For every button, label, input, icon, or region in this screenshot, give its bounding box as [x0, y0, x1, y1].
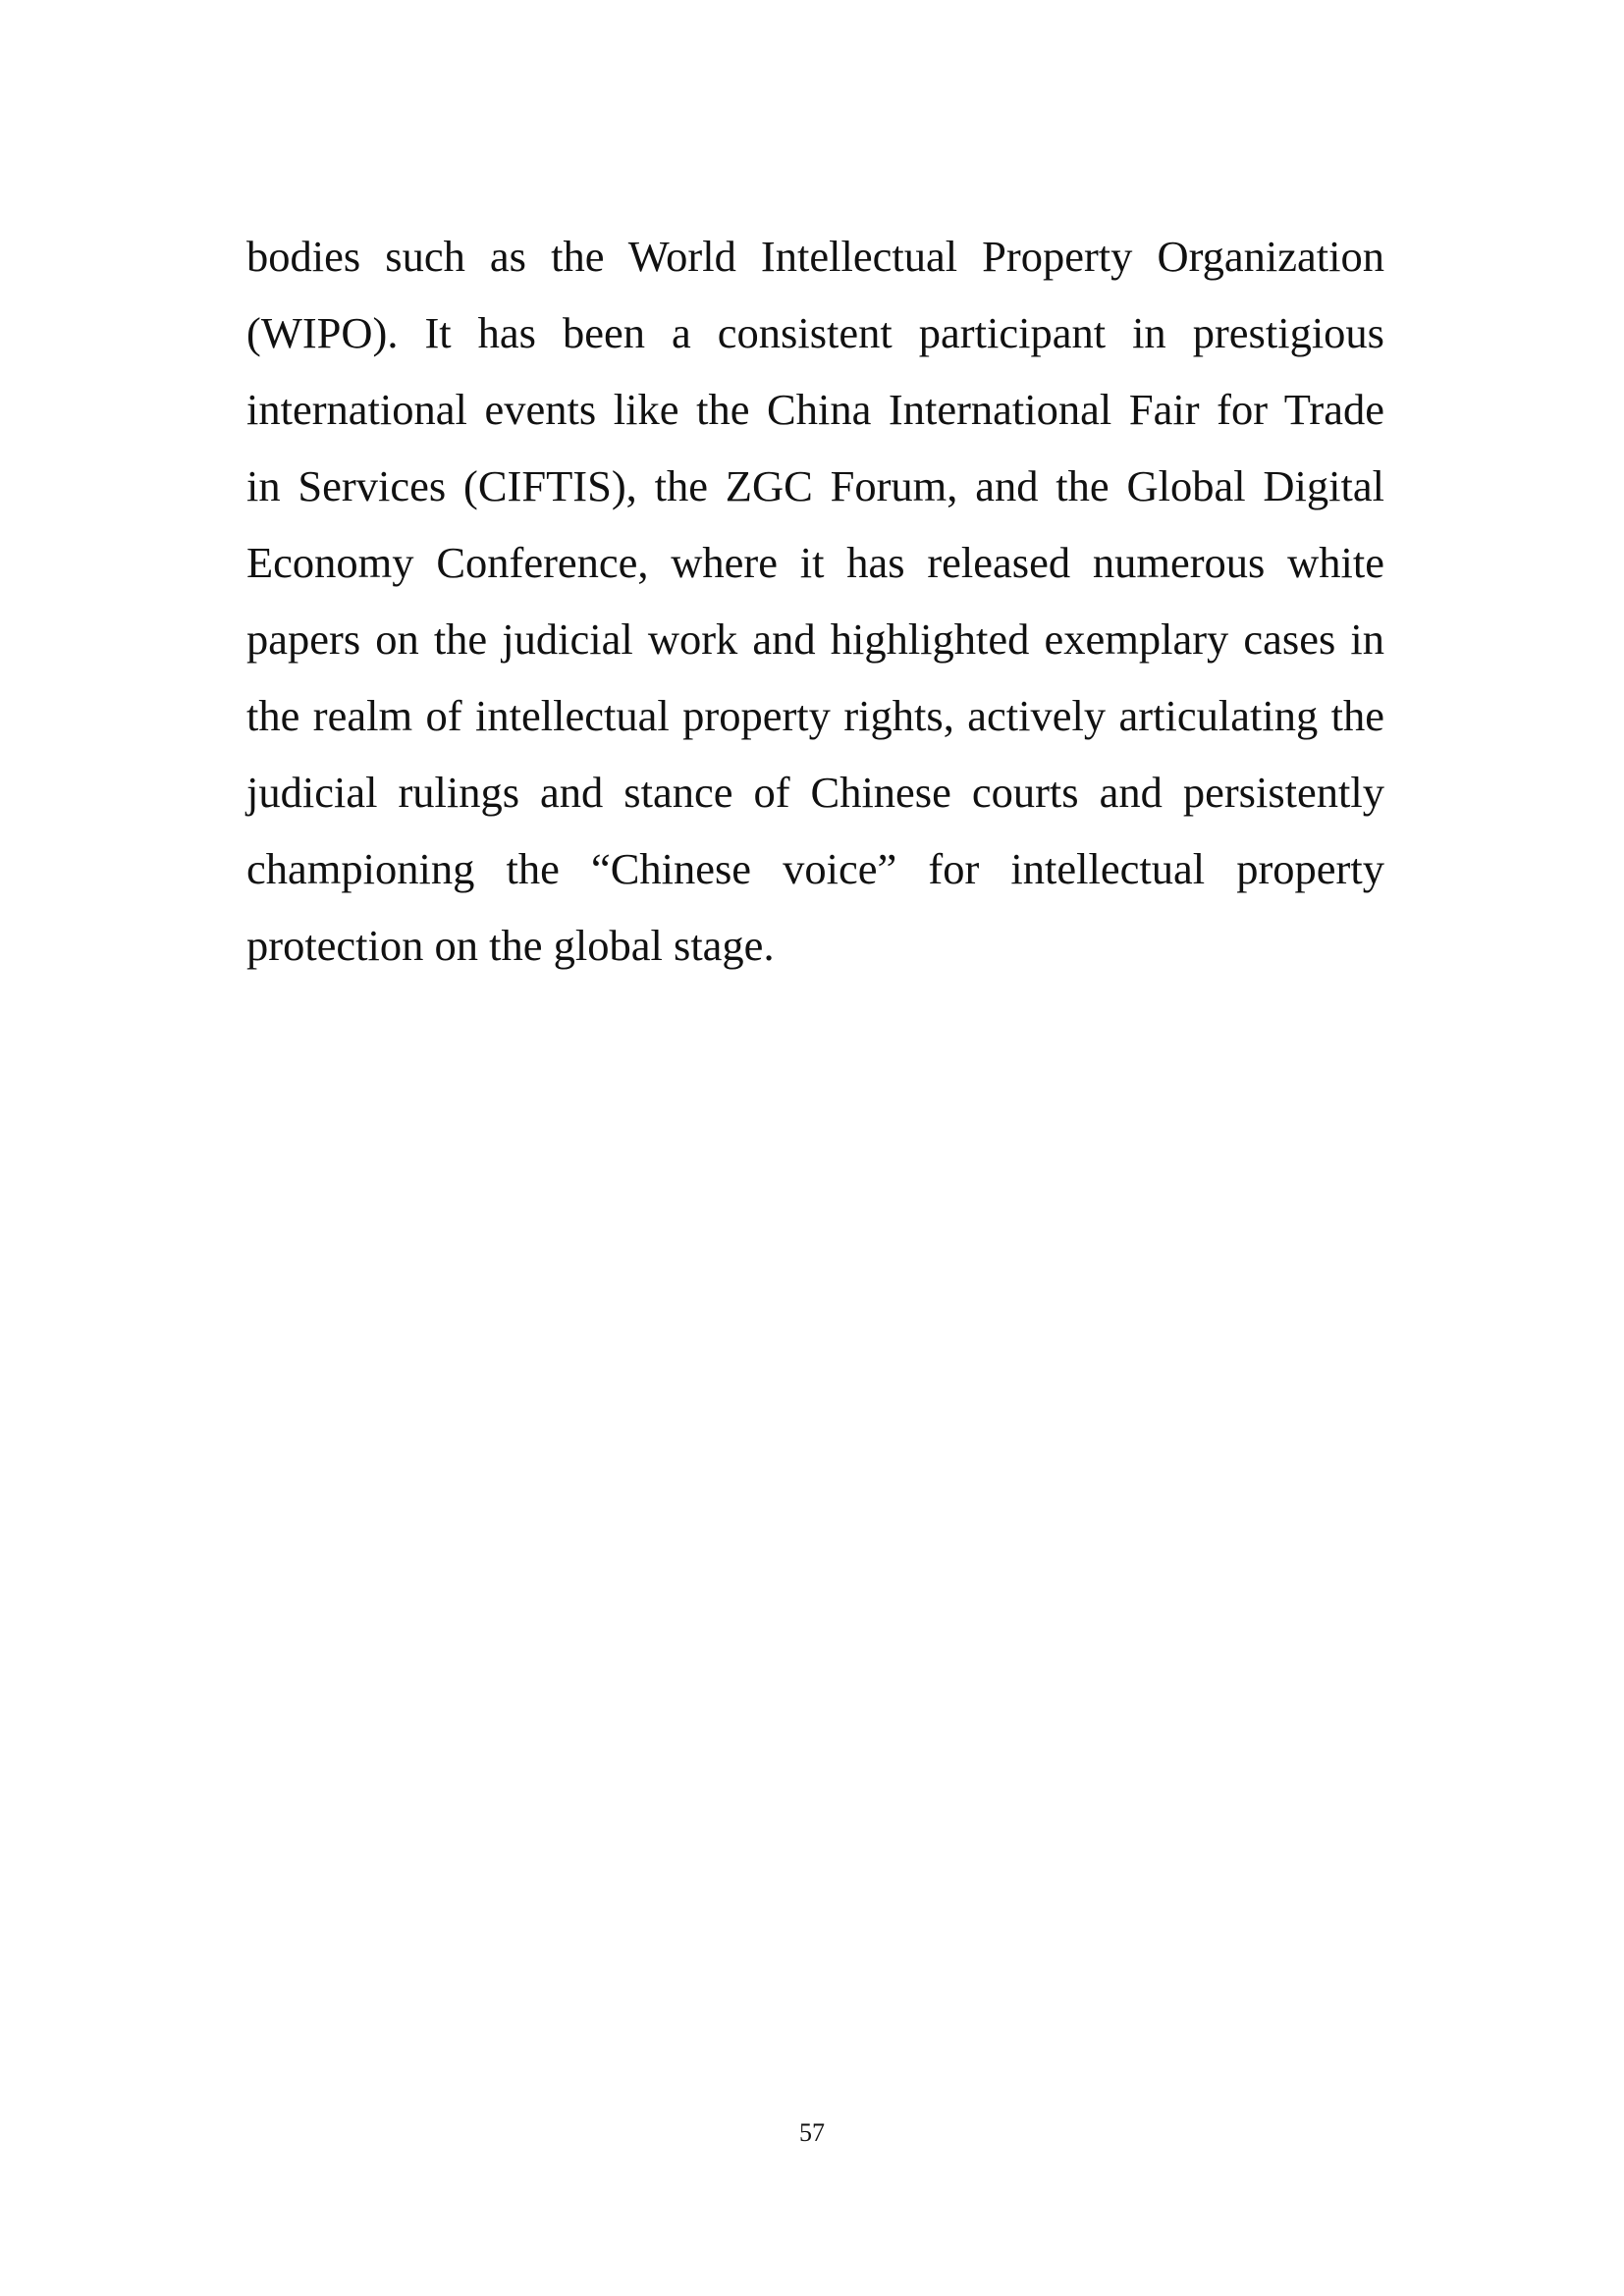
paragraph-line: Economy Conference, where it has released numerous white — [246, 538, 1384, 587]
paragraph-line: (WIPO). It has been a consistent participant in prestigious — [246, 308, 1384, 357]
paragraph-line: bodies such as the World Intellectual Property Organization — [246, 232, 1384, 281]
paragraph-line: international events like the China International Fair for Trade — [246, 385, 1384, 434]
page-number: 57 — [799, 2118, 825, 2147]
paragraph-line: protection on the global stage. — [246, 921, 775, 970]
paragraph-line: judicial rulings and stance of Chinese courts and persistently — [246, 768, 1384, 817]
paragraph-line: the realm of intellectual property rights, actively articulating the — [246, 691, 1384, 740]
body-paragraph — [246, 218, 1384, 984]
paragraph-line: championing the “Chinese voice” for intellectual property — [246, 844, 1384, 893]
paragraph-line: papers on the judicial work and highlighted exemplary cases in — [246, 614, 1384, 664]
paragraph-line: in Services (CIFTIS), the ZGC Forum, and the Global Digital — [246, 461, 1384, 510]
